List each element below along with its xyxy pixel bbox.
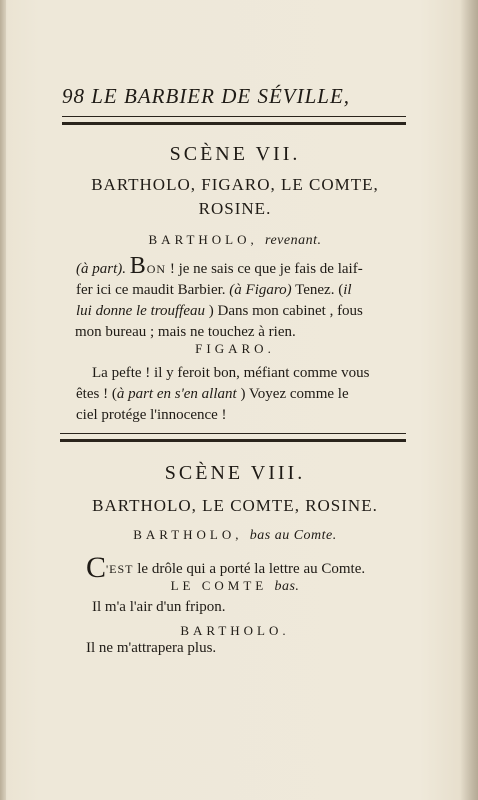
- scene-7-characters-line2: ROSINE.: [198, 199, 272, 218]
- stage-direction: bas.: [274, 579, 300, 594]
- running-title: LE BARBIER DE SÉVILLE,: [91, 84, 351, 108]
- speech-line: [76, 301, 408, 322]
- stage-direction: à part en s'en allant: [116, 386, 237, 402]
- stage-direction: (à Figaro): [229, 282, 292, 298]
- speech-text: ! je ne sais ce que je fais de laif-: [169, 261, 363, 277]
- speaker-name: BARTHOLO,: [148, 232, 258, 247]
- stage-direction: bas au Comte.: [249, 528, 337, 543]
- page-gutter: [0, 0, 6, 800]
- speech-line: ciel protége l'innocence !: [76, 407, 227, 423]
- stage-direction: lui donne le trouffeau: [76, 303, 206, 319]
- small-capitals: 'EST: [106, 562, 134, 576]
- scene-7-characters-line1: BARTHOLO, FIGARO, LE COMTE,: [91, 175, 379, 194]
- speech-text: le drôle qui a porté la lettre au Comte.: [137, 561, 366, 577]
- scene-8-speech-comte: Il m'a l'air d'un fripon.: [92, 599, 226, 615]
- speech-line: mon bureau ; mais ne touchez à rien.: [75, 324, 296, 340]
- speech-text: ) Dans mon cabinet , fous: [208, 303, 363, 319]
- speech-line: [76, 384, 408, 405]
- stage-direction: il: [343, 282, 352, 298]
- page-number: 98: [62, 84, 85, 108]
- drop-capital: B: [129, 253, 147, 279]
- speech-text: êtes ! (: [76, 386, 117, 402]
- scene-7-speech-figaro: [76, 363, 408, 426]
- speech-text: Tenez. (: [295, 282, 344, 298]
- scene-divider-rule: [60, 433, 406, 442]
- speech-line: [76, 253, 408, 280]
- speaker-name: BARTHOLO,: [133, 527, 243, 542]
- scene-7-speaker-figaro: FIGARO.: [195, 341, 275, 356]
- stage-direction: (à part).: [76, 261, 126, 277]
- scene-8-speech-bartholo-2: Il ne m'attrapera plus.: [86, 640, 217, 656]
- speaker-name: LE COMTE: [170, 578, 268, 593]
- scene-8-speaker-bartholo-2: BARTHOLO.: [180, 623, 290, 638]
- scene-7-speaker-bartholo: [62, 232, 408, 249]
- speech-line: La pefte ! il y feroit bon, méfiant comme vous: [92, 365, 370, 381]
- speech-text: fer ici ce maudit Barbier.: [76, 282, 226, 298]
- speech-line: [76, 280, 408, 301]
- stage-direction: revenant.: [265, 233, 322, 248]
- scene-8-speaker-comte: [62, 578, 408, 595]
- scene-8-characters: BARTHOLO, LE COMTE, ROSINE.: [92, 496, 378, 515]
- page-edge-shadow: [460, 0, 478, 800]
- drop-capital: C: [86, 551, 107, 584]
- header-rule: [62, 116, 406, 125]
- speech-text: ) Voyez comme le: [240, 386, 349, 402]
- running-header: [62, 84, 402, 109]
- scene-8-speaker-bartholo: [62, 527, 408, 544]
- scene-7-speech-bartholo: [75, 253, 408, 343]
- small-capitals: ON: [146, 262, 167, 276]
- scene-8-title: SCÈNE VIII.: [164, 462, 306, 484]
- scene-7-title: SCÈNE VII.: [169, 143, 301, 165]
